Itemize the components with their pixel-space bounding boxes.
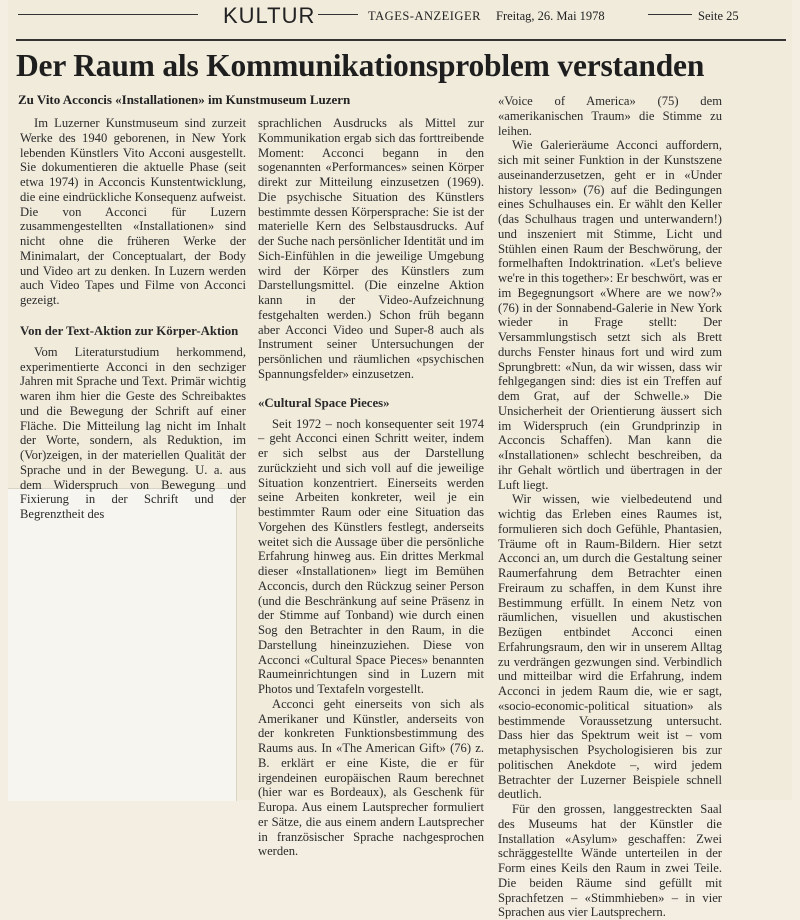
paragraph: Im Luzerner Kunstmuseum sind zurzeit Werke des 1940 geborenen, in New York lebenden Künstlers Vito Acconi ausgestellt. Sie dokumentieren die aktuelle Phase (seit etwa 1974) in Acconcis Kunstentwicklung, die eine eindrückliche Konsequenz aufweist. Die von Acconci für Luzern zusammengestellten «Installationen» sind nicht ohne die früheren Werke der Minimalart, der Conceptualart, der Body und Video art zu denken. In Luzern werden auch Video Tapes und Filme von Acconci gezeigt.: [20, 116, 246, 307]
header-rule-right: [648, 14, 692, 15]
paragraph: Acconci geht einerseits von sich als Amerikaner und Künstler, anderseits von der konkreten Funktionsbestimmung des Raums aus. In «The American Gift» (76) z. B. erklärt er eine Kiste, die er für irgendeinen europäischen Raum berechnet (hier war es Bordeaux), als Geschenk für Europa. Aus einem Lautsprecher formuliert er Sätze, die aus einem andern Lautsprecher in französischer Sprache nachgesprochen werden.: [258, 696, 484, 859]
publication-date: Freitag, 26. Mai 1978: [496, 9, 605, 23]
page-number: Seite 25: [698, 9, 739, 23]
article-headline: Der Raum als Kommunikationsproblem verstanden: [16, 48, 705, 83]
article-column-2: [258, 116, 484, 859]
paragraph: Seit 1972 – noch konsequenter seit 1974 – geht Acconci einen Schritt weiter, indem er sich selbst aus der Darstellung zurückzieht und sich voll auf die jeweilige Situation konzentriert. Einerseits werden seine Arbeiten konkreter, weil je ein bestimmter Raum oder eine Situation das Vorgehen des Künstlers festlegt, anderseits weitet sich die Aussage über die persönliche Erfahrung hinweg aus. Ein drittes Merkmal dieser «Installationen» liegt im Bemühen Acconcis, durch den Rückzug seiner Person (und die Beschränkung auf seine Präsenz in der Stimme auf Tonband) wie durch einen Sog den Betrachter in den Raum, in die Darstellung hineinzuziehen. Diese von Acconci «Cultural Space Pieces» benannten Raumeinrichtungen sind in Luzern mit Photos und Textafeln vorgestellt.: [258, 416, 484, 696]
section-heading: «Cultural Space Pieces»: [258, 395, 390, 410]
article-subtitle: Zu Vito Acconcis «Installationen» im Kunstmuseum Luzern: [18, 92, 351, 107]
headline-rule: [16, 39, 786, 41]
page-header: [18, 0, 782, 30]
header-rule-mid: [318, 14, 358, 15]
paragraph: sprachlichen Ausdrucks als Mittel zur Kommunikation ergab sich das forttreibende Moment: Acconci begann in den sogenannten «Performances» seinen Körper direkt zur Mitteilung einzusetzen (1969). Die psychische Situation des Künstlers bestimmte dessen Körpersprache: Sie ist der materielle Kern des Selbstausdrucks. Auf der Suche nach persönlicher Identität und im Sich-Einfühlen in die jeweilige Umgebung wird der Körper des Künstlers zum Darstellungsmittel. (Die einzelne Aktion kann in der Video-Aufzeichnung festgehalten werden.) Schon früh begann aber Acconci Video und Super-8 auch als Instrument seiner Untersuchungen der persönlichen und räumlichen «psychischen Spannungsfelder» einzusetzen.: [258, 116, 484, 381]
paragraph: «Voice of America» (75) dem «amerikanischen Traum» die Stimme zu leihen.: [498, 94, 722, 138]
article-column-1: [20, 116, 246, 522]
article-column-3: [498, 94, 722, 920]
newspaper-name: TAGES-ANZEIGER: [368, 9, 481, 23]
paper-cutout-edge: [8, 488, 237, 801]
paragraph: Für den grossen, langgestreckten Saal des Museums hat der Künstler die Installation «Asylum» geschaffen: Zwei schräggestellte Wände unterteilen in der Form eines Keils den Raum in zwei Teile. Die beiden Räume sind gefüllt mit Sprachfetzen – «Stimmhieben» – in vier Sprachen aus vier Lautsprechern.: [498, 802, 722, 920]
paragraph: Vom Literaturstudium herkommend, experimentierte Acconci in den sechziger Jahren mit Sprache und Text. Primär wichtig waren ihm hier die Geste des Schreibaktes und die Bewegung der Schrift auf einer Fläche. Die Mitteilung lag nicht im Inhalt der Worte, sondern, als Reduktion, im (Vor)zeigen, in der materiellen Qualität der Sprache und in der Bewegung. U. a. aus dem Widerspruch von Bewegung und Fixierung in der Schrift und der Begrenztheit des: [20, 344, 246, 521]
section-label: KULTUR: [223, 3, 316, 28]
section-heading: Von der Text-Aktion zur Körper-Aktion: [20, 323, 239, 338]
paragraph: Wie Galerieräume Acconci auffordern, sich mit seiner Funktion in der Kunstszene auseinanderzusetzen, geht er in «Under history lesson» (76) auf die Bedingungen eines Schulhauses ein. Er wählt den Keller (das Schulhaus tragen und unterwandern!) und inszeniert mit Stimme, Licht und Stühlen einen Raum der Beschwörung, der formelhaften Indoktrination. «Let's believe we're in this together»: Er beschwört, was er im Begegnungsort «Where are we now?» (76) in der Sonnabend-Galerie in New York wieder in Frage stellt: Der Versammlungstisch setzt sich als Brett durchs Fenster hinaus fort und wird zum Sprungbrett: «Nun, da wir wissen, dass wir fehlgegangen sind: dies ist ein Treffen auf dem Grat, auf der Schwelle.» Die Unsicherheit der Orientierung äussert sich im Widerspruch (ein Grundprinzip in Acconcis Schaffen). Man kann die «Installationen» schlecht beschreiben, da ihr Gehalt wörtlich und übertragen in der Luft liegt.: [498, 138, 722, 492]
paragraph: Wir wissen, wie vielbedeutend und wichtig das Erleben eines Raumes ist, formulieren sich doch Gefühle, Phantasien, Träume oft in Raum-Bildern. Hier setzt Acconci an, um durch die Gestaltung seiner Raumerfahrung dem Betrachter einen Freiraum zu schaffen, in dem Kunst ihre Bestimmung erfüllt. In einem Netz von räumlichen, visuellen und akustischen Bezügen entbindet Acconci einen Erfahrungsraum, den wir in unserem Alltag zu verdrängen gezwungen sind. Verbindlich und mitteilbar wird die Erfahrung, indem Acconci in jedem Raum die, wie er sagt, «socio-economic-political situation» als bestimmende Voraussetzung untersucht. Dass hier das Spektrum weit ist – vom metaphysischen Psychologisieren bis zur politischen Anekdote –, wird jedem Betrachter der Luzerner Beispiele schnell deutlich.: [498, 492, 722, 802]
header-rule-left: [18, 14, 198, 15]
